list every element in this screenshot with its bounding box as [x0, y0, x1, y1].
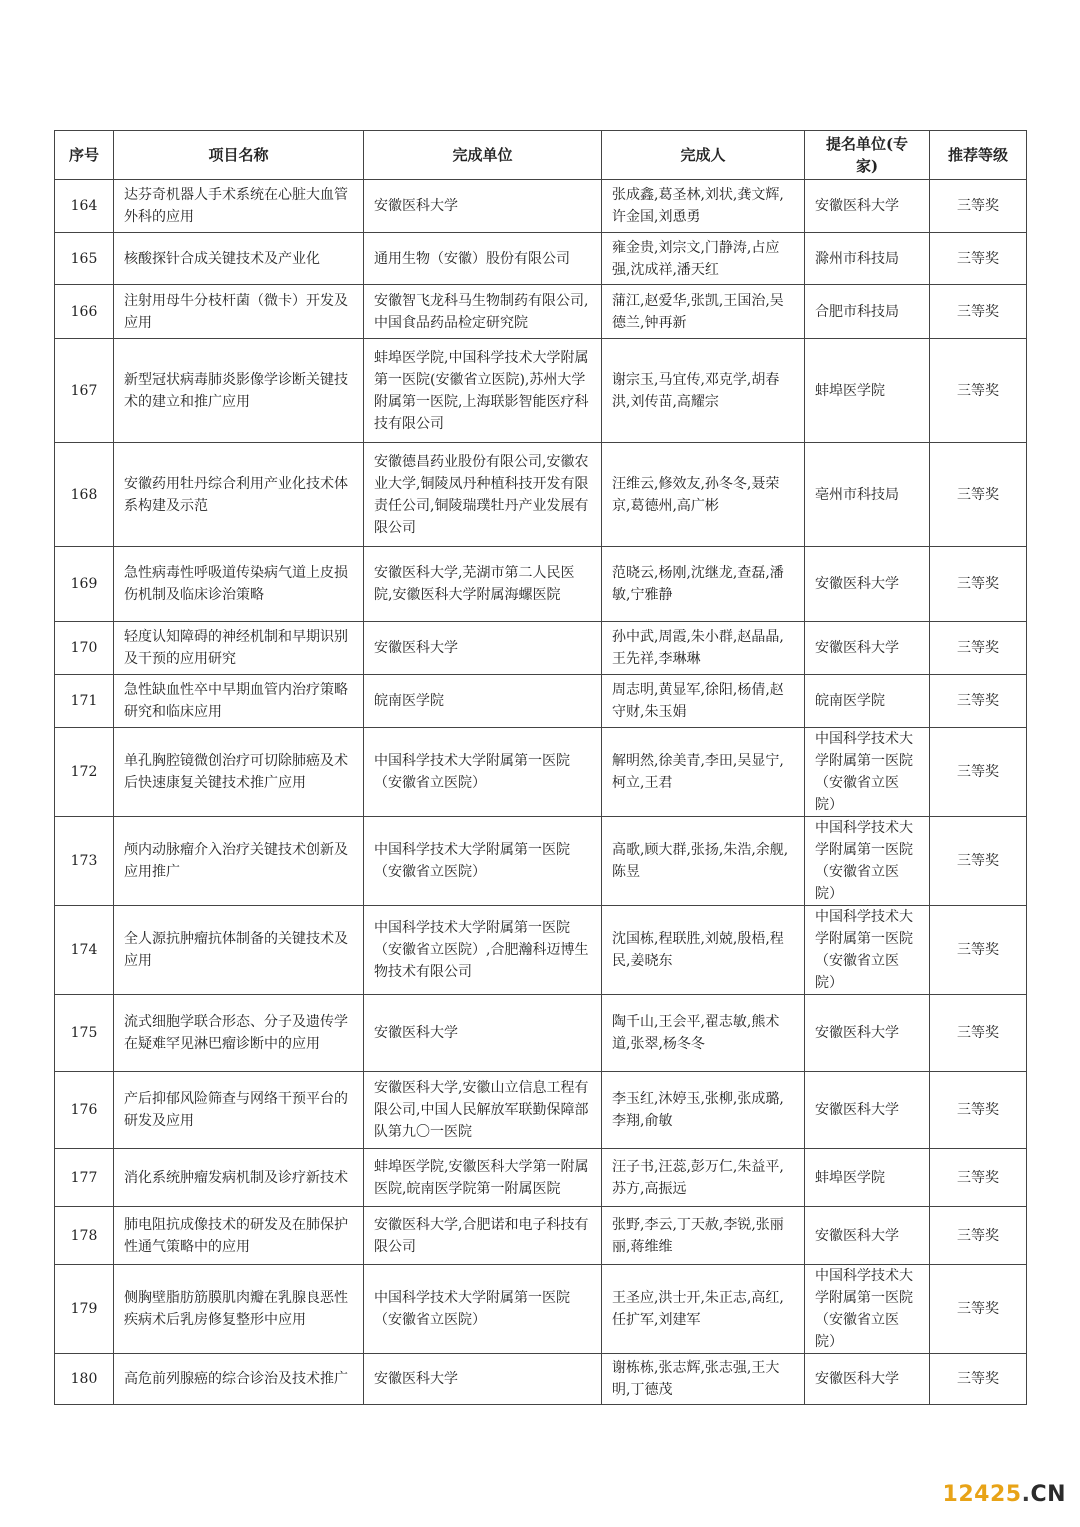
cell-completing-unit: 蚌埠医学院,中国科学技术大学附属第一医院(安徽省立医院),苏州大学附属第一医院,上海联影智能医疗科技有限公司	[364, 339, 602, 443]
cell-project-name: 侧胸壁脂肪筋膜肌肉瓣在乳腺良恶性疾病术后乳房修复整形中应用	[114, 1265, 364, 1354]
cell-project-name: 肺电阻抗成像技术的研发及在肺保护性通气策略中的应用	[114, 1207, 364, 1265]
cell-level: 三等奖	[930, 285, 1027, 339]
cell-level: 三等奖	[930, 1354, 1027, 1405]
cell-completers: 谢宗玉,马宜传,邓克学,胡春洪,刘传苗,高耀宗	[602, 339, 805, 443]
cell-project-name: 达芬奇机器人手术系统在心脏大血管外科的应用	[114, 180, 364, 233]
cell-nominator: 蚌埠医学院	[805, 1149, 930, 1207]
table-row	[55, 285, 1027, 339]
cell-project-name: 新型冠状病毒肺炎影像学诊断关键技术的建立和推广应用	[114, 339, 364, 443]
cell-level: 三等奖	[930, 995, 1027, 1072]
cell-no: 164	[55, 180, 114, 233]
cell-level: 三等奖	[930, 817, 1027, 906]
cell-project-name: 安徽药用牡丹综合利用产业化技术体系构建及示范	[114, 443, 364, 547]
cell-no: 165	[55, 233, 114, 285]
cell-completers: 汪子书,汪蕊,彭万仁,朱益平,苏方,高振远	[602, 1149, 805, 1207]
cell-level: 三等奖	[930, 1149, 1027, 1207]
watermark-suffix: CN	[1030, 1482, 1066, 1507]
cell-project-name: 全人源抗肿瘤抗体制备的关键技术及应用	[114, 906, 364, 995]
cell-completers: 高歌,顾大群,张扬,朱浩,余舰,陈昱	[602, 817, 805, 906]
header-no: 序号	[55, 131, 114, 180]
cell-completing-unit: 中国科学技术大学附属第一医院（安徽省立医院）	[364, 817, 602, 906]
cell-nominator: 滁州市科技局	[805, 233, 930, 285]
cell-nominator: 蚌埠医学院	[805, 339, 930, 443]
cell-level: 三等奖	[930, 1072, 1027, 1149]
cell-project-name: 注射用母牛分枝杆菌（微卡）开发及应用	[114, 285, 364, 339]
cell-nominator: 安徽医科大学	[805, 1072, 930, 1149]
watermark-dot: .	[1021, 1482, 1031, 1507]
cell-no: 166	[55, 285, 114, 339]
cell-no: 169	[55, 547, 114, 622]
header-completing-unit: 完成单位	[364, 131, 602, 180]
cell-nominator: 安徽医科大学	[805, 180, 930, 233]
cell-level: 三等奖	[930, 906, 1027, 995]
awards-table	[54, 130, 1027, 1405]
cell-completing-unit: 中国科学技术大学附属第一医院（安徽省立医院）	[364, 1265, 602, 1354]
cell-level: 三等奖	[930, 1207, 1027, 1265]
cell-project-name: 轻度认知障碍的神经机制和早期识别及干预的应用研究	[114, 622, 364, 675]
cell-nominator: 中国科学技术大学附属第一医院（安徽省立医院）	[805, 906, 930, 995]
cell-level: 三等奖	[930, 443, 1027, 547]
cell-completers: 解明然,徐美青,李田,吴显宁,柯立,王君	[602, 728, 805, 817]
table-row	[55, 675, 1027, 728]
cell-completers: 沈国栋,程联胜,刘兢,殷梧,程民,姜晓东	[602, 906, 805, 995]
table-body	[55, 180, 1027, 1405]
table-row	[55, 1354, 1027, 1405]
cell-completing-unit: 安徽医科大学	[364, 622, 602, 675]
cell-project-name: 高危前列腺癌的综合诊治及技术推广	[114, 1354, 364, 1405]
cell-level: 三等奖	[930, 547, 1027, 622]
cell-completers: 李玉红,沐婷玉,张柳,张成璐,李翔,俞敏	[602, 1072, 805, 1149]
table-row	[55, 233, 1027, 285]
cell-no: 173	[55, 817, 114, 906]
cell-completing-unit: 安徽医科大学,芜湖市第二人民医院,安徽医科大学附属海螺医院	[364, 547, 602, 622]
cell-no: 176	[55, 1072, 114, 1149]
table-row	[55, 1265, 1027, 1354]
cell-project-name: 急性缺血性卒中早期血管内治疗策略研究和临床应用	[114, 675, 364, 728]
cell-no: 168	[55, 443, 114, 547]
cell-project-name: 单孔胸腔镜微创治疗可切除肺癌及术后快速康复关键技术推广应用	[114, 728, 364, 817]
table-row	[55, 622, 1027, 675]
cell-completing-unit: 蚌埠医学院,安徽医科大学第一附属医院,皖南医学院第一附属医院	[364, 1149, 602, 1207]
cell-completers: 蒲江,赵爱华,张凯,王国治,吴德兰,钟再新	[602, 285, 805, 339]
cell-completing-unit: 安徽医科大学	[364, 995, 602, 1072]
awards-table-container	[54, 130, 1026, 1405]
cell-completing-unit: 安徽智飞龙科马生物制药有限公司,中国食品药品检定研究院	[364, 285, 602, 339]
cell-no: 170	[55, 622, 114, 675]
cell-completing-unit: 安徽德昌药业股份有限公司,安徽农业大学,铜陵凤丹种植科技开发有限责任公司,铜陵瑞璞牡丹产业发展有限公司	[364, 443, 602, 547]
table-row	[55, 1072, 1027, 1149]
cell-completing-unit: 中国科学技术大学附属第一医院（安徽省立医院）	[364, 728, 602, 817]
cell-completers: 谢栋栋,张志辉,张志强,王大明,丁德茂	[602, 1354, 805, 1405]
table-row	[55, 1149, 1027, 1207]
cell-nominator: 亳州市科技局	[805, 443, 930, 547]
header-nominator: 提名单位(专家)	[805, 131, 930, 180]
cell-nominator: 安徽医科大学	[805, 1354, 930, 1405]
cell-nominator: 安徽医科大学	[805, 995, 930, 1072]
cell-no: 167	[55, 339, 114, 443]
header-completers: 完成人	[602, 131, 805, 180]
header-project-name: 项目名称	[114, 131, 364, 180]
cell-nominator: 安徽医科大学	[805, 622, 930, 675]
cell-completers: 张野,李云,丁天赦,李锐,张丽丽,蒋维维	[602, 1207, 805, 1265]
cell-nominator: 合肥市科技局	[805, 285, 930, 339]
cell-no: 174	[55, 906, 114, 995]
cell-nominator: 安徽医科大学	[805, 547, 930, 622]
cell-nominator: 中国科学技术大学附属第一医院（安徽省立医院）	[805, 1265, 930, 1354]
cell-level: 三等奖	[930, 622, 1027, 675]
cell-project-name: 颅内动脉瘤介入治疗关键技术创新及应用推广	[114, 817, 364, 906]
cell-project-name: 核酸探针合成关键技术及产业化	[114, 233, 364, 285]
cell-nominator: 安徽医科大学	[805, 1207, 930, 1265]
table-row	[55, 547, 1027, 622]
table-row	[55, 728, 1027, 817]
table-row	[55, 443, 1027, 547]
site-watermark	[943, 1482, 1066, 1507]
cell-nominator: 皖南医学院	[805, 675, 930, 728]
table-row	[55, 995, 1027, 1072]
table-row	[55, 180, 1027, 233]
cell-completers: 周志明,黄显军,徐阳,杨倩,赵守财,朱玉娟	[602, 675, 805, 728]
cell-nominator: 中国科学技术大学附属第一医院（安徽省立医院）	[805, 728, 930, 817]
cell-level: 三等奖	[930, 675, 1027, 728]
watermark-number: 12425	[942, 1482, 1022, 1507]
cell-completers: 汪维云,修效友,孙冬冬,聂荣京,葛德州,高广彬	[602, 443, 805, 547]
cell-completing-unit: 安徽医科大学,合肥诺和电子科技有限公司	[364, 1207, 602, 1265]
cell-no: 180	[55, 1354, 114, 1405]
cell-project-name: 急性病毒性呼吸道传染病气道上皮损伤机制及临床诊治策略	[114, 547, 364, 622]
cell-completers: 雍金贵,刘宗文,门静涛,占应强,沈成祥,潘天红	[602, 233, 805, 285]
cell-nominator: 中国科学技术大学附属第一医院（安徽省立医院）	[805, 817, 930, 906]
cell-completers: 孙中武,周霞,朱小群,赵晶晶,王先祥,李琳琳	[602, 622, 805, 675]
cell-level: 三等奖	[930, 339, 1027, 443]
table-row	[55, 1207, 1027, 1265]
cell-completers: 陶千山,王会平,翟志敏,熊术道,张翠,杨冬冬	[602, 995, 805, 1072]
cell-level: 三等奖	[930, 1265, 1027, 1354]
table-header-row	[55, 131, 1027, 180]
cell-no: 171	[55, 675, 114, 728]
cell-completing-unit: 通用生物（安徽）股份有限公司	[364, 233, 602, 285]
cell-completing-unit: 安徽医科大学	[364, 180, 602, 233]
cell-no: 177	[55, 1149, 114, 1207]
cell-completing-unit: 皖南医学院	[364, 675, 602, 728]
cell-completers: 范晓云,杨刚,沈继龙,查磊,潘敏,宁雅静	[602, 547, 805, 622]
cell-completing-unit: 安徽医科大学,安徽山立信息工程有限公司,中国人民解放军联勤保障部队第九〇一医院	[364, 1072, 602, 1149]
cell-no: 175	[55, 995, 114, 1072]
cell-completers: 王圣应,洪士开,朱正志,高红,任扩军,刘建军	[602, 1265, 805, 1354]
table-row	[55, 906, 1027, 995]
cell-completing-unit: 安徽医科大学	[364, 1354, 602, 1405]
table-row	[55, 817, 1027, 906]
cell-completing-unit: 中国科学技术大学附属第一医院（安徽省立医院）,合肥瀚科迈博生物技术有限公司	[364, 906, 602, 995]
cell-no: 179	[55, 1265, 114, 1354]
cell-project-name: 流式细胞学联合形态、分子及遗传学在疑难罕见淋巴瘤诊断中的应用	[114, 995, 364, 1072]
cell-level: 三等奖	[930, 728, 1027, 817]
cell-level: 三等奖	[930, 233, 1027, 285]
cell-completers: 张成鑫,葛圣林,刘状,龚文辉,许金国,刘恿勇	[602, 180, 805, 233]
cell-project-name: 消化系统肿瘤发病机制及诊疗新技术	[114, 1149, 364, 1207]
table-row	[55, 339, 1027, 443]
cell-no: 172	[55, 728, 114, 817]
header-level: 推荐等级	[930, 131, 1027, 180]
cell-project-name: 产后抑郁风险筛查与网络干预平台的研发及应用	[114, 1072, 364, 1149]
cell-no: 178	[55, 1207, 114, 1265]
cell-level: 三等奖	[930, 180, 1027, 233]
